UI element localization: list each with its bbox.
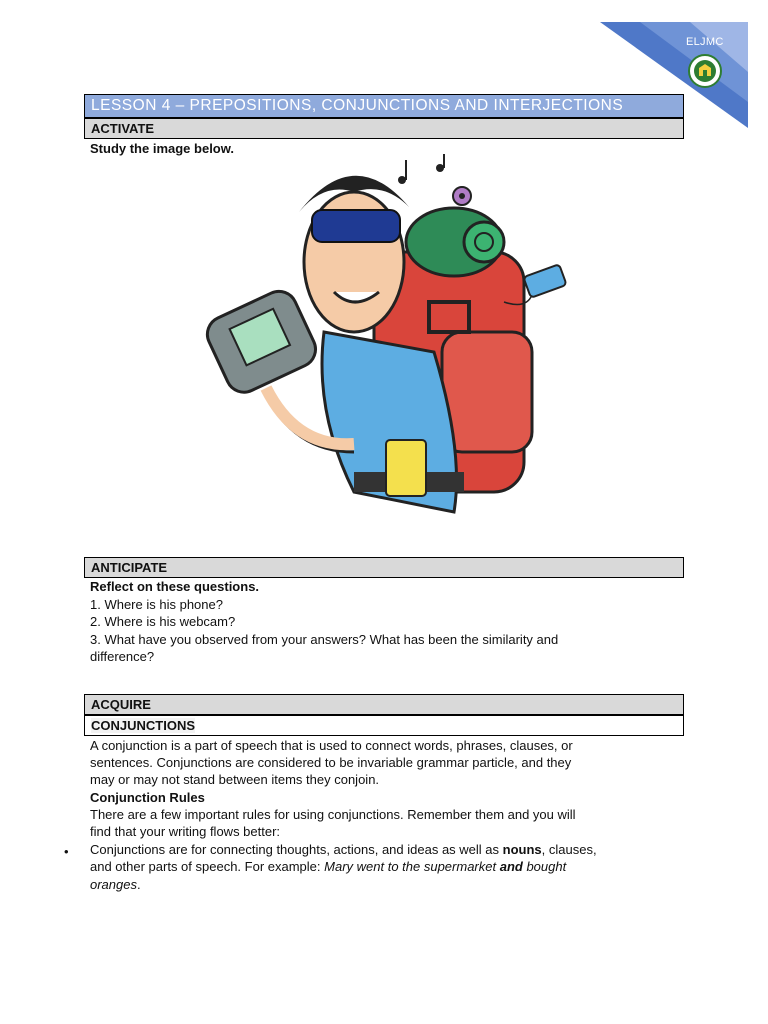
acquire-heading: ACQUIRE bbox=[84, 694, 684, 715]
conjunctions-heading-text: CONJUNCTIONS bbox=[91, 718, 196, 733]
bullet-keyword-nouns: nouns bbox=[502, 842, 542, 857]
bullet-text-2a: and other parts of speech. For example: bbox=[90, 859, 325, 874]
bullet-text-1c: , clauses, bbox=[541, 842, 597, 857]
handheld-console-icon bbox=[204, 285, 321, 398]
bullet-period: . bbox=[136, 877, 141, 892]
example-sentence-part-1: Mary went to the supermarket bbox=[324, 859, 500, 874]
conjunctions-heading bbox=[84, 715, 684, 736]
org-label: ELJMC bbox=[686, 36, 724, 48]
bullet-line-2 bbox=[90, 858, 690, 876]
bullet-line-3 bbox=[90, 876, 690, 894]
traveler-head bbox=[299, 176, 409, 332]
activate-heading: ACTIVATE bbox=[84, 118, 684, 139]
bedroll-icon bbox=[406, 208, 504, 276]
bullet-icon: • bbox=[64, 844, 69, 859]
bullet-line-1 bbox=[90, 841, 690, 859]
question-3: 3. What have you observed from your answers? What has been the similarity and bbox=[90, 632, 559, 647]
question-1: 1. Where is his phone? bbox=[90, 597, 223, 612]
example-keyword-and: and bbox=[499, 859, 523, 874]
webcam-icon bbox=[453, 187, 471, 205]
lesson-title: LESSON 4 – PREPOSITIONS, CONJUNCTIONS AND INTERJECTIONS bbox=[84, 94, 684, 118]
anticipate-heading: ANTICIPATE bbox=[84, 557, 684, 578]
bullet-text-1a: Conjunctions are for connecting thoughts, actions, and ideas as well as bbox=[90, 842, 503, 857]
anticipate-prompt: Reflect on these questions. bbox=[90, 579, 260, 594]
question-3-continued: difference? bbox=[90, 649, 155, 664]
school-seal-icon bbox=[688, 54, 722, 88]
definition-line-1: A conjunction is a part of speech that is used to connect words, phrases, clauses, or bbox=[90, 738, 573, 753]
example-sentence-end: oranges bbox=[90, 877, 137, 892]
rules-title: Conjunction Rules bbox=[90, 790, 205, 805]
rules-intro-line-2: find that your writing flows better: bbox=[90, 824, 281, 839]
question-2: 2. Where is his webcam? bbox=[90, 614, 236, 629]
traveler-illustration bbox=[204, 152, 568, 544]
music-notes-icon bbox=[398, 154, 445, 184]
definition-line-3: may or may not stand between items they conjoin. bbox=[90, 772, 380, 787]
activate-instruction: Study the image below. bbox=[90, 141, 234, 156]
example-sentence-part-2: bought bbox=[522, 859, 567, 874]
rules-intro-line-1: There are a few important rules for using conjunctions. Remember them and you will bbox=[90, 807, 576, 822]
definition-line-2: sentences. Conjunctions are considered to be invariable grammar particle, and they bbox=[90, 755, 572, 770]
